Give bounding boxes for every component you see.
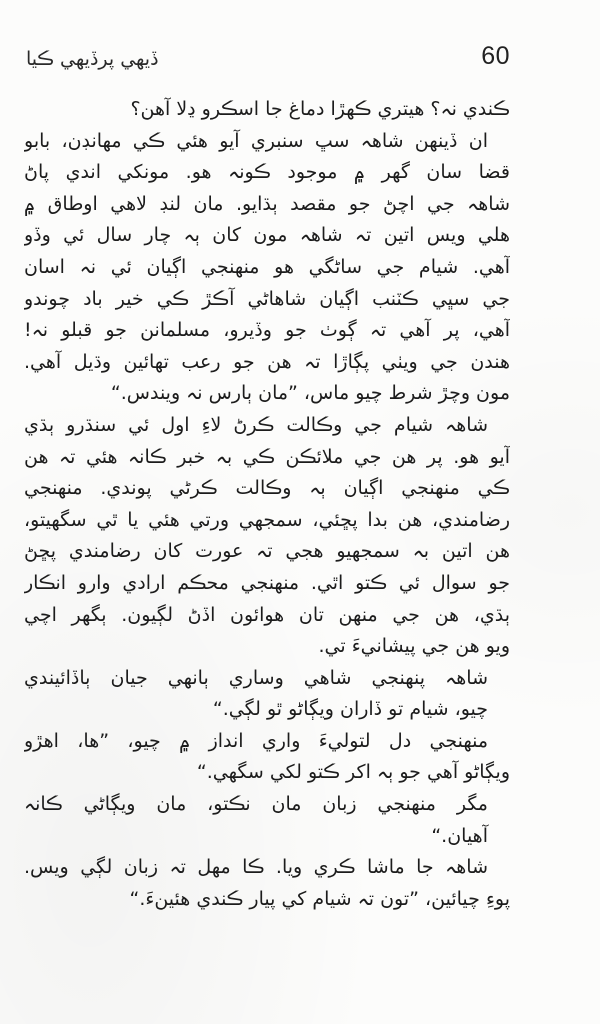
text-line: مون وچڙ شرط چيو ماس، ”مان ٻارس نہ ويندس.“ [110,382,510,405]
text-line: پوءِ چيائين، ”تون تہ شيام کي پيار ڪندي هئينءَ.“ [129,887,510,910]
text-line: جو سوال ئي ڪتو اٿي. منهنجي محڪم ارادي وارو انڪار [24,571,510,594]
text-line: ويو هن جي پيشانيءَ تي. [318,635,510,658]
text-line: هن اتين بہ سمجهيو هجي تہ عورت کان رضامندي پڇڻ [24,540,510,563]
body-text [24,94,510,915]
text-line: هندن جي ويٺي پڳاڙا تہ هن جو رعب تهائين وڌيل آهي. [24,350,510,373]
text-line: آهيان.“ [431,824,488,847]
text-line: منهنجي دل لتوليءَ واري انداز ۾ چيو، ”ها، اهڙو [24,729,488,752]
text-line: شاهہ پنهنجي شاهي وساري ٻانهي جيان ٻاڏائيندي [24,666,488,689]
text-line: هلي ويس اتين تہ شاهہ مون کان ٻہ چار سال ئي وڏو [24,224,510,247]
text-line: مگر منهنجي زبان مان نڪتو، مان ويڳاڻي ڪانہ [24,793,488,816]
text-line: ڪي منهنجي اڳيان ٻہ وڪالت ڪرڻي پوندي. منهنجي [24,477,510,500]
text-line: ان ڏينهن شاهہ سڀ سنبري آيو هئي ڪي مهانڊن، بابو [24,129,488,152]
text-line: رضامندي، هن بدا پڇئي، سمجهي ورتي هئي يا ٿي سگهيتو، [24,508,510,531]
running-title: ڏيهي پرڏيهي ڪيا [26,48,159,70]
text-line: آهي، پر آهي تہ ڳوٺ جو وڏيرو، مسلمانن جو قبلو نہ! [24,319,510,342]
text-line: شاهہ جي اچڻ جو مقصد ٻڌايو. مان لنڊ لاهي اوطاق ۾ [24,192,510,215]
page-number: 60 [481,42,510,70]
text-line: جي سڀي ڪٽنب اڳيان شاهاڻي آڪڙ ڪي خير باد چوندو [24,287,510,310]
text-line: شاهہ جا ماشا ڪري ويا. ڪا مهل تہ زبان لڳي ويس. [24,856,488,879]
text-line: ٻڌي، هن جي منهن تان هوائون اڏڻ لڳيون. ٻگهر اچي [24,603,510,626]
text-line: آهي. شيام جي ساڻگي هو منهنجي اڳيان ئي نہ اسان [24,255,510,278]
page-header [26,42,510,82]
text-line: آيو هو. پر هن جي ملائڪن ڪي بہ خبر ڪانہ هئي تہ هن [24,445,510,468]
text-line: ڪندي نہ؟ هيتري ڪهڙا دماغ جا اسڪرو ڍلا آهن؟ [130,98,510,120]
text-line: ويڳاڻو آهي جو ٻہ اکر ڪتو لکي سگهي.“ [196,761,510,784]
text-line: قضا سان گهر ۾ موجود ڪونہ هو. مونکي اندي پاڻ [24,161,510,184]
text-line: شاهہ شيام جي وڪالت ڪرڻ لاءِ اول ئي سنڌرو ٻڌي [24,413,488,436]
text-line: چيو، شيام تو ڏاران ويڳاڻو ٿو لڳي.“ [212,698,488,721]
